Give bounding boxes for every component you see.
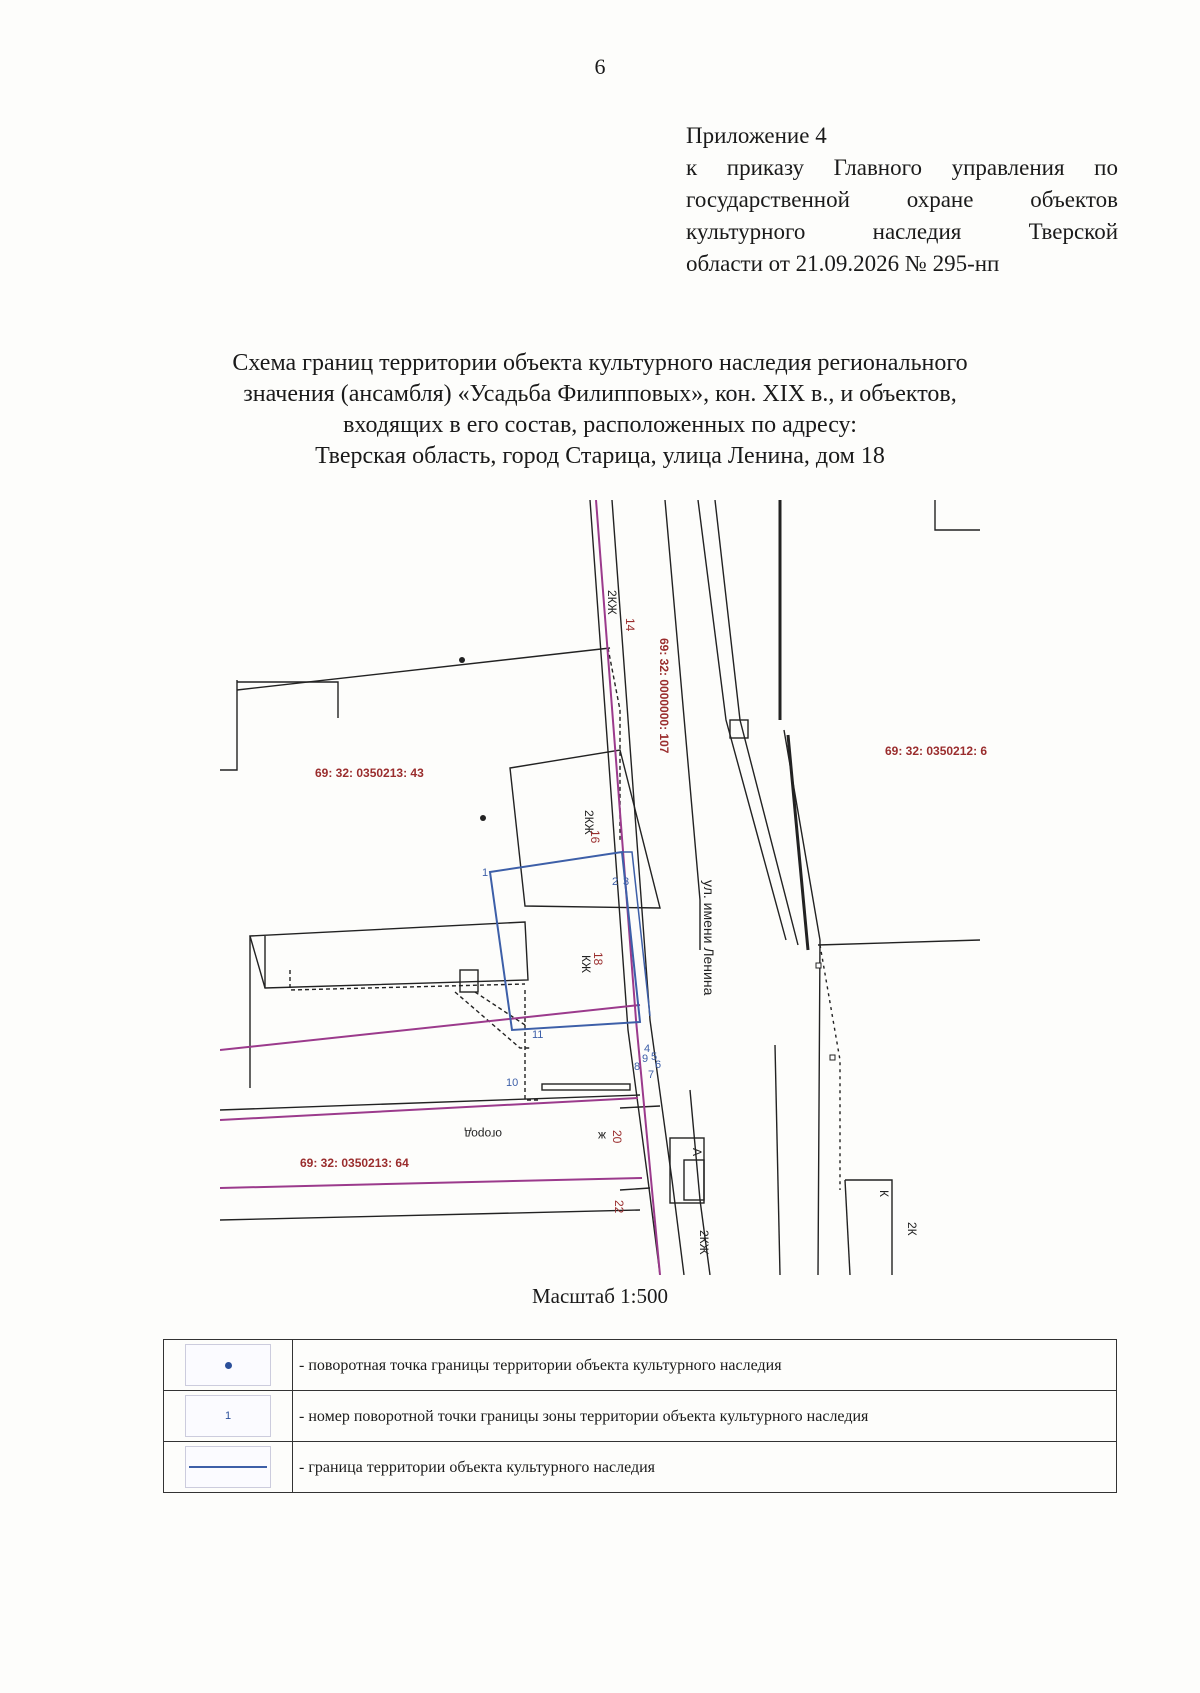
parcel-label-107: 69: 32: 0000000: 107 [657, 638, 671, 754]
point-label-10: 10 [506, 1077, 519, 1089]
legend-symbol-box [185, 1395, 271, 1437]
appendix-line: государственной охране объектов [686, 187, 1118, 212]
point-label-3: 3 [623, 876, 630, 888]
map-element [542, 1084, 630, 1090]
road-edge [715, 500, 798, 945]
label-house-14: 14 [623, 618, 637, 632]
map-line [820, 945, 840, 1190]
document-title [150, 348, 1050, 472]
map-line [220, 1210, 640, 1220]
map-line [237, 682, 338, 718]
title-line: входящих в его состав, расположенных по адресу: [343, 412, 857, 438]
boundary-map [220, 500, 1060, 1275]
road-edge [775, 1045, 780, 1275]
label-house-22: 22 [612, 1200, 626, 1214]
map-line [220, 1095, 640, 1110]
map-line [237, 648, 610, 690]
building-outline [250, 922, 528, 988]
legend-symbol-box [185, 1344, 271, 1386]
map-line [220, 680, 237, 770]
appendix-line: к приказу Главного управления по [686, 155, 1118, 180]
box-a-inner [684, 1160, 704, 1200]
page-number: 6 [594, 54, 606, 79]
appendix-block [686, 120, 1118, 280]
boundary-point-dot [459, 657, 465, 663]
map-marker [816, 963, 821, 968]
point-label-5: 5 [651, 1051, 658, 1063]
point-dot-icon [225, 1362, 232, 1369]
boundary-line-icon [189, 1466, 267, 1468]
point-label-9: 9 [642, 1053, 649, 1065]
parcel-label-43: 69: 32: 0350213: 43 [315, 766, 424, 780]
legend-text: - поворотная точка границы территории объекта культурного наследия [293, 1340, 1117, 1391]
parcel-boundary [220, 1098, 638, 1120]
map-line [620, 1188, 650, 1190]
label-kzh-bottom: 2КЖ [697, 1230, 711, 1255]
label-house-16: 16 [588, 830, 602, 844]
title-line: значения (ансамбля) «Усадьба Филипповых», кон. XIX в., и объектов, [243, 381, 957, 407]
parcel-boundary [220, 1178, 642, 1188]
parcel-label-64: 69: 32: 0350213: 64 [300, 1156, 409, 1170]
label-a: А [690, 1148, 704, 1157]
point-label-2: 2 [612, 876, 619, 888]
point-label-1: 1 [482, 867, 489, 879]
point-label-6: 6 [655, 1059, 662, 1071]
parcel-label-6: 69: 32: 0350212: 6 [885, 744, 988, 758]
legend-row [164, 1442, 1117, 1493]
boundary-point-dot [480, 815, 486, 821]
map-line [620, 1106, 660, 1108]
map-line [290, 970, 525, 990]
legend-text: - граница территории объекта культурного наследия [293, 1442, 1117, 1493]
point-label-8: 8 [634, 1061, 641, 1073]
legend-row [164, 1391, 1117, 1442]
legend-table [163, 1339, 1117, 1493]
title-line: Схема границ территории объекта культурного наследия регионального [232, 350, 968, 376]
scale-label: Масштаб 1:500 [531, 1284, 668, 1308]
map-marker [830, 1055, 835, 1060]
title-line: Тверская область, город Старица, улица Ленина, дом 18 [315, 443, 885, 469]
appendix-line: Приложение 4 [686, 123, 827, 148]
appendix-line: области от 21.09.2026 № 295-нп [686, 251, 1000, 276]
label-kzh-16: 2КЖ [582, 810, 596, 835]
label-k: К [877, 1190, 891, 1197]
map-line [525, 990, 540, 1100]
point-label-7: 7 [648, 1069, 655, 1081]
point-number-icon: 1 [224, 1410, 232, 1422]
label-house-18: 18 [591, 952, 605, 966]
legend-row [164, 1340, 1117, 1391]
map-line [818, 940, 980, 945]
label-kzh-18: КЖ [579, 955, 593, 974]
label-garden: огород [464, 1127, 502, 1141]
label-2k: 2К [905, 1222, 919, 1236]
legend-text: - номер поворотной точки границы зоны территории объекта культурного наследия [293, 1391, 1117, 1442]
label-zh: ж [597, 1129, 606, 1143]
crossing [730, 720, 748, 738]
label-house-20: 20 [610, 1130, 624, 1144]
point-label-11: 11 [532, 1029, 544, 1041]
map-line [845, 1180, 850, 1275]
legend-symbol-box [185, 1446, 271, 1488]
point-label-4: 4 [644, 1043, 651, 1055]
street-label: ул. имени Ленина [701, 880, 717, 996]
appendix-line: культурного наследия Тверской [686, 219, 1118, 244]
parcel-boundary [220, 1005, 640, 1050]
road-edge [784, 730, 820, 1275]
map-line [935, 500, 980, 530]
label-kzh-top: 2КЖ [605, 590, 619, 615]
